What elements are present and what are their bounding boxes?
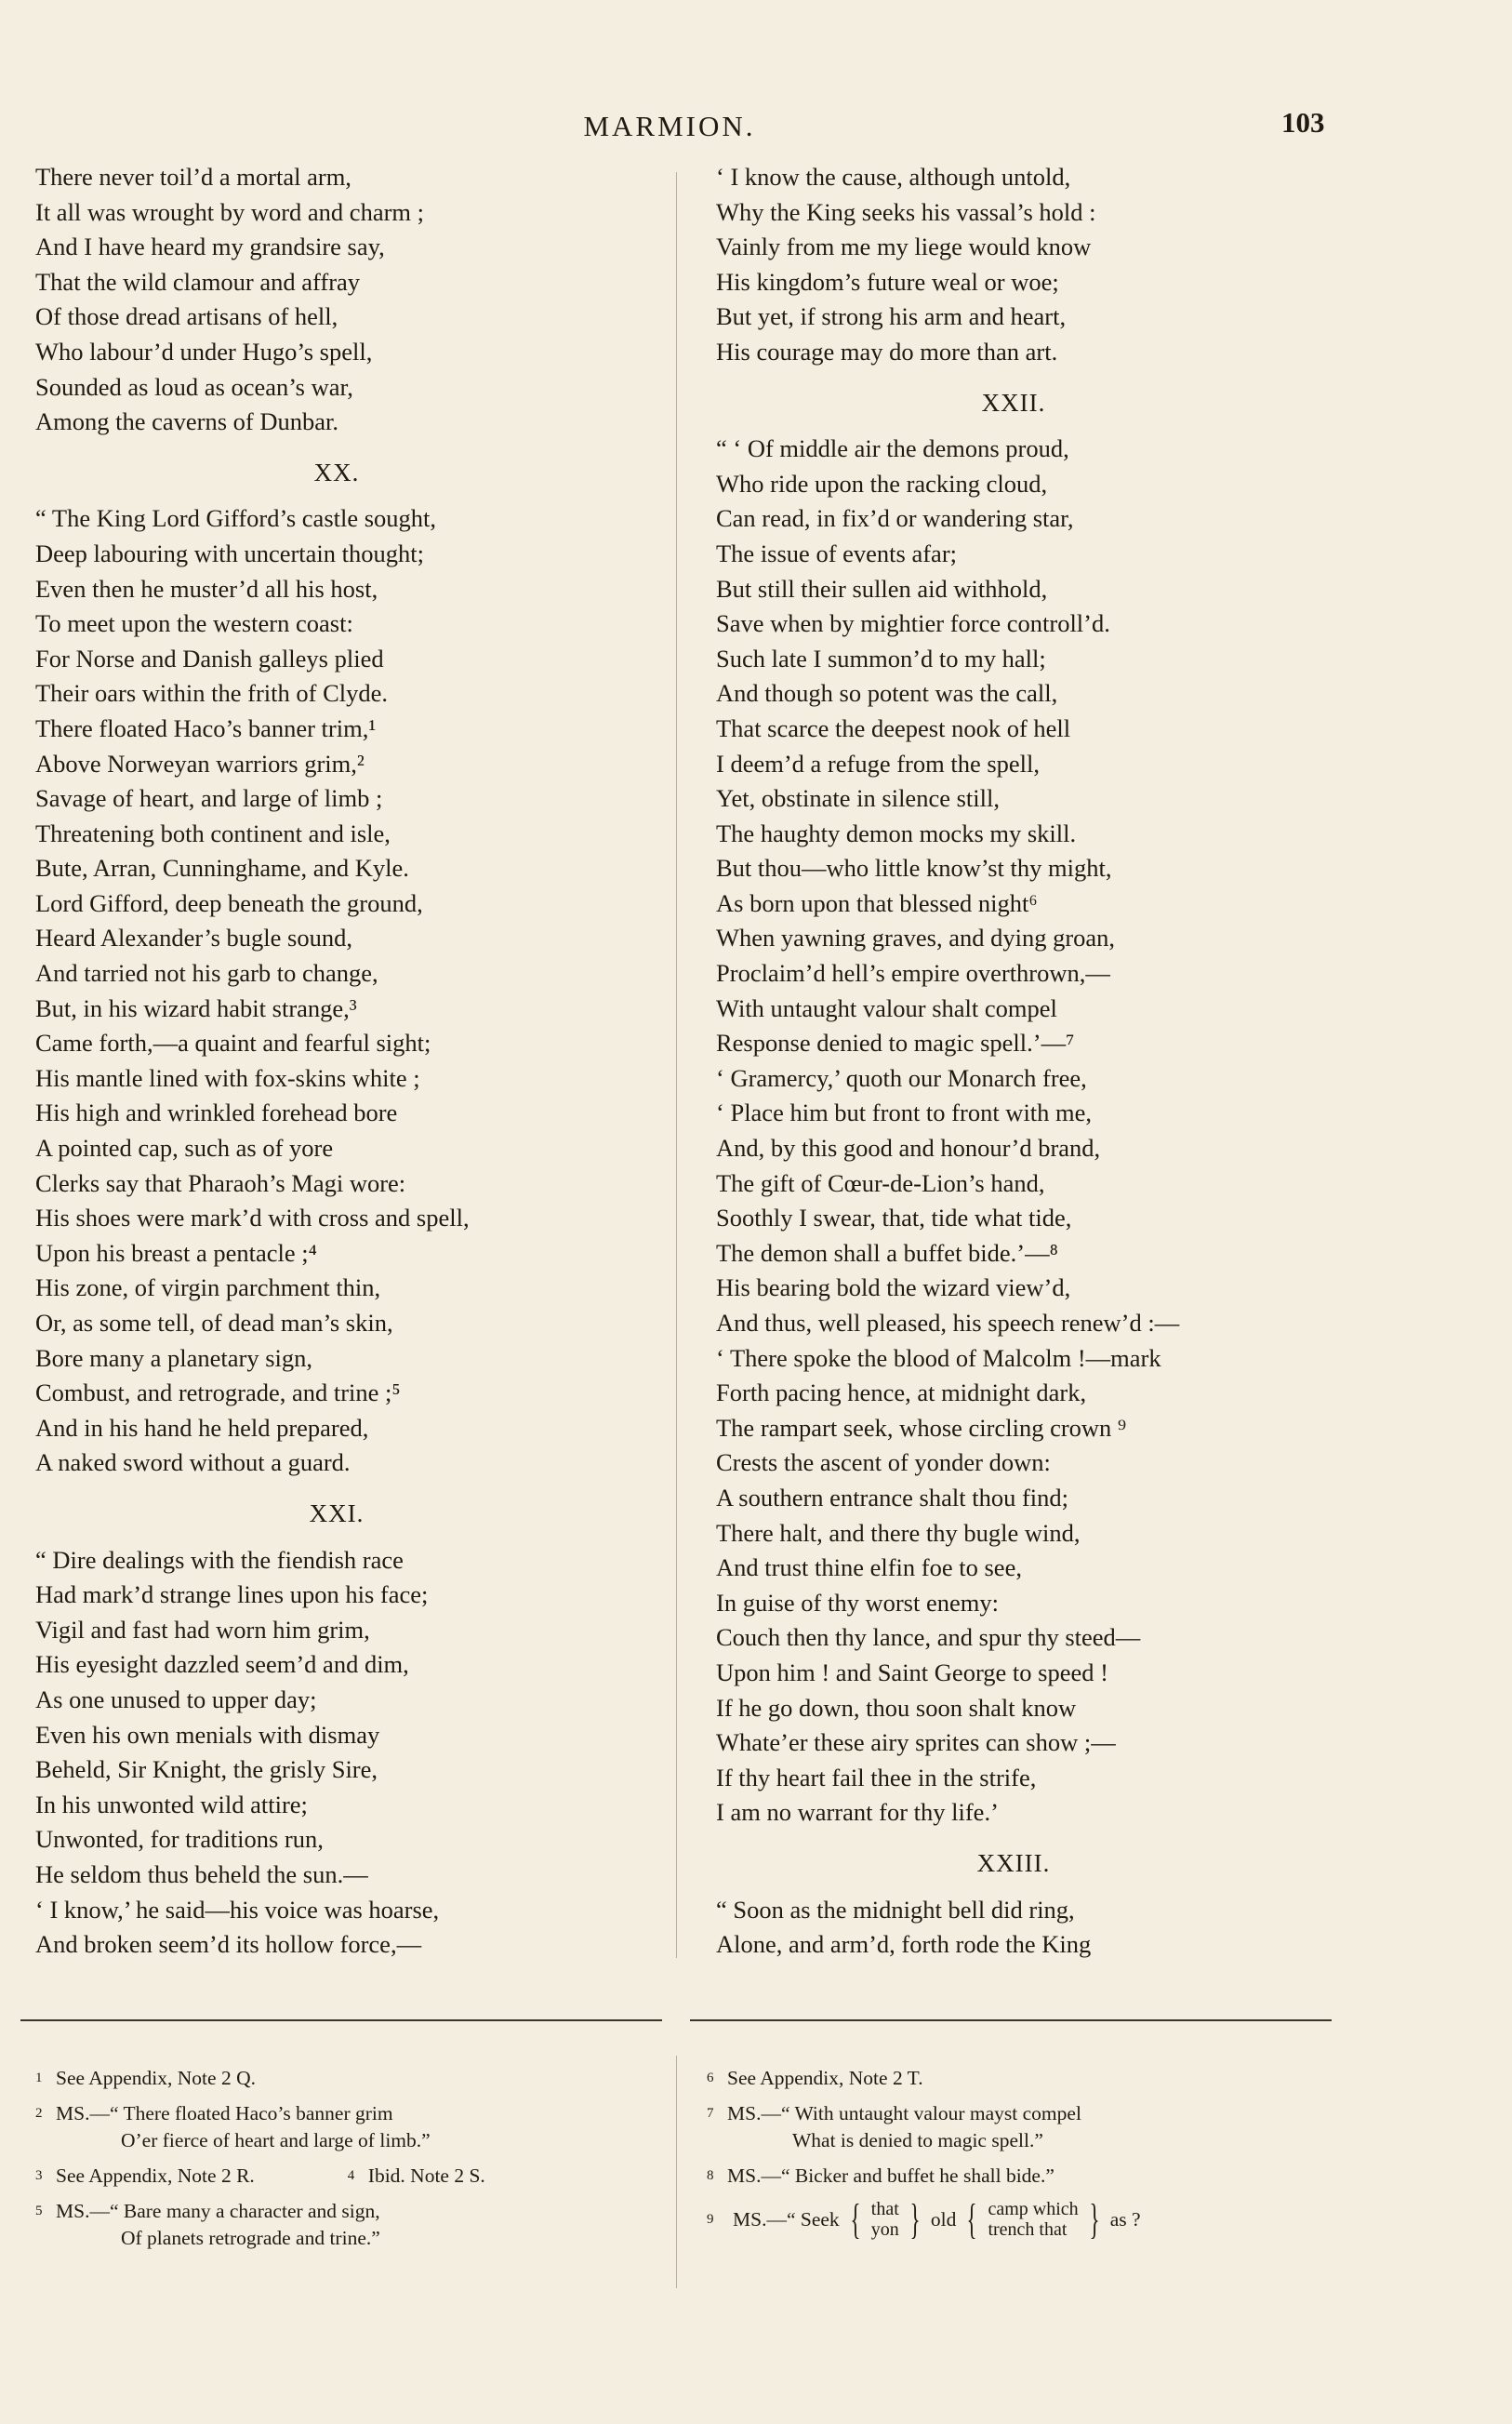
poem-line: And in his hand he held prepared, — [35, 1413, 369, 1442]
footnote-text: Of planets retrograde and trine.” — [121, 2227, 380, 2249]
poem-line: Response denied to magic spell.’—⁷ — [716, 1029, 1075, 1058]
poem-line: Their oars within the frith of Clyde. — [35, 679, 389, 708]
poem-line: There never toil’d a mortal arm, — [35, 163, 351, 191]
poem-line: His eyesight dazzled seem’d and dim, — [35, 1650, 409, 1679]
footnote-marker: 6 — [707, 2071, 714, 2085]
poem-line: But, in his wizard habit strange,³ — [35, 993, 357, 1022]
footnote-text: MS.—“ With untaught valour mayst compel — [727, 2102, 1081, 2124]
left-intro-block — [35, 160, 668, 440]
variant-text: camp which — [988, 2199, 1079, 2219]
stanza-heading-xxii: XXII. — [981, 388, 1046, 417]
poem-line: I deem’d a refuge from the spell, — [716, 749, 1041, 778]
footnote-rule-left — [20, 2019, 662, 2021]
stanza-heading-xxiii: XXIII. — [976, 1848, 1051, 1877]
poem-line: “ ‘ Of middle air the demons proud, — [716, 434, 1069, 463]
poem-line: He seldom thus beheld the sun.— — [35, 1859, 368, 1888]
poem-line: It all was wrought by word and charm ; — [35, 197, 425, 226]
poem-line: And, by this good and honour’d brand, — [716, 1134, 1101, 1163]
poem-line: Vigil and fast had worn him grim, — [35, 1615, 370, 1644]
footnote-marker: 1 — [35, 2071, 43, 2085]
footnote-6 — [707, 2065, 1348, 2092]
poem-line: As born upon that blessed night⁶ — [716, 888, 1038, 917]
poem-line: If he go down, thou soon shalt know — [716, 1693, 1077, 1722]
footnote-text: MS.—“ Bare many a character and sign, — [56, 2200, 380, 2222]
poem-line: His zone, of virgin parchment thin, — [35, 1273, 381, 1302]
footnote-marker: 2 — [35, 2106, 43, 2121]
poem-line: Who labour’d under Hugo’s spell, — [35, 337, 373, 366]
right-intro-block — [716, 160, 1367, 370]
stanza-heading-xxi: XXI. — [309, 1498, 365, 1527]
footnote-3-4 — [35, 2163, 649, 2190]
page-number: 103 — [1281, 106, 1325, 139]
poem-line: Soothly I swear, that, tide what tide, — [716, 1204, 1072, 1232]
poem-line: Bute, Arran, Cunninghame, and Kyle. — [35, 854, 409, 883]
poem-line: Combust, and retrograde, and trine ;⁵ — [35, 1378, 401, 1407]
stanza-xxi — [35, 1543, 668, 1963]
poem-line: ‘ I know the cause, although untold, — [716, 163, 1071, 191]
poem-line: And broken seem’d its hollow force,— — [35, 1930, 422, 1959]
poem-line: ‘ There spoke the blood of Malcolm !—mark — [716, 1343, 1161, 1372]
poem-line: Why the King seeks his vassal’s hold : — [716, 197, 1096, 226]
footnotes-left — [35, 2065, 649, 2260]
poem-line: Came forth,—a quaint and fearful sight; — [35, 1029, 431, 1058]
poem-line: Crests the ascent of yonder down: — [716, 1448, 1051, 1477]
poem-line: Savage of heart, and large of limb ; — [35, 784, 383, 813]
footnote-rule-right — [690, 2019, 1332, 2021]
footnotes-right — [707, 2065, 1348, 2249]
poem-line: But yet, if strong his arm and heart, — [716, 302, 1067, 331]
poem-line: With untaught valour shalt compel — [716, 993, 1057, 1022]
poem-line: Threatening both continent and isle, — [35, 819, 391, 847]
poem-line: ‘ Gramercy,’ quoth our Monarch free, — [716, 1063, 1087, 1092]
poem-line: Unwonted, for traditions run, — [35, 1825, 324, 1854]
variant-text: trench that — [988, 2219, 1068, 2240]
poem-line: Proclaim’d hell’s empire overthrown,— — [716, 959, 1110, 988]
poem-line: Vainly from me my liege would know — [716, 233, 1092, 261]
poem-line: The rampart seek, whose circling crown ⁹ — [716, 1413, 1127, 1442]
poem-line: Yet, obstinate in silence still, — [716, 784, 1000, 813]
variant-stack — [988, 2199, 1078, 2240]
poem-line: There halt, and there thy bugle wind, — [716, 1518, 1081, 1547]
poem-line: The haughty demon mocks my skill. — [716, 819, 1077, 847]
poem-line: Heard Alexander’s bugle sound, — [35, 924, 352, 952]
poem-line: That scarce the deepest nook of hell — [716, 713, 1071, 742]
poem-line: Sounded as loud as ocean’s war, — [35, 372, 353, 401]
poem-line: As one unused to upper day; — [35, 1685, 317, 1713]
poem-line: But thou—who little know’st thy might, — [716, 854, 1112, 883]
footnote-text: See Appendix, Note 2 R. — [56, 2164, 255, 2187]
column-divider — [676, 172, 677, 1958]
poem-line: Alone, and arm’d, forth rode the King — [716, 1930, 1092, 1959]
poem-line: In his unwonted wild attire; — [35, 1790, 308, 1818]
footnote-text: See Appendix, Note 2 Q. — [56, 2067, 256, 2089]
poem-line: In guise of thy worst enemy: — [716, 1588, 999, 1617]
poem-line: Deep labouring with uncertain thought; — [35, 539, 425, 567]
footnote-marker: 9 — [707, 2211, 714, 2227]
poem-line: If thy heart fail thee in the strife, — [716, 1763, 1037, 1791]
poem-line: Can read, in fix’d or wandering star, — [716, 504, 1074, 533]
poem-line: “ Dire dealings with the fiendish race — [35, 1545, 404, 1574]
poem-line: ‘ I know,’ he said—his voice was hoarse, — [35, 1895, 440, 1924]
poem-line: Save when by mightier force controll’d. — [716, 609, 1110, 638]
poem-line: “ The King Lord Gifford’s castle sought, — [35, 504, 437, 533]
poem-line: His mantle lined with fox-skins white ; — [35, 1063, 420, 1092]
left-column — [35, 160, 668, 1963]
footnote-marker: 8 — [707, 2168, 714, 2183]
variant-text: that — [870, 2199, 899, 2219]
footnote-text: Ibid. Note 2 S. — [367, 2164, 485, 2187]
stanza-xxiii — [716, 1893, 1367, 1963]
footnote-marker: 5 — [35, 2204, 43, 2218]
poem-line: There floated Haco’s banner trim,¹ — [35, 713, 377, 742]
footnote-marker: 3 — [35, 2168, 43, 2183]
poem-line: And though so potent was the call, — [716, 679, 1058, 708]
poem-line: A southern entrance shalt thou find; — [716, 1483, 1069, 1512]
stanza-heading-xx: XX. — [313, 458, 360, 486]
stanza-xx — [35, 501, 668, 1481]
poem-line: But still their sullen aid withhold, — [716, 574, 1048, 603]
right-brace-icon: } — [909, 2195, 921, 2243]
poem-line: “ Soon as the midnight bell did ring, — [716, 1895, 1075, 1924]
poem-line: His courage may do more than art. — [716, 337, 1058, 366]
poem-line: Had mark’d strange lines upon his face; — [35, 1580, 429, 1609]
footnote-text: as ? — [1109, 2207, 1141, 2231]
poem-line: Beheld, Sir Knight, the grisly Sire, — [35, 1755, 378, 1784]
poem-line: I am no warrant for thy life.’ — [716, 1798, 999, 1827]
poem-line: And thus, well pleased, his speech renew’d :— — [716, 1309, 1180, 1337]
footnote-marker: 4 — [347, 2168, 355, 2183]
footnote-text: O’er fierce of heart and large of limb.” — [121, 2129, 431, 2151]
poem-line: Whate’er these airy sprites can show ;— — [716, 1728, 1116, 1757]
poem-line: The gift of Cœur-de-Lion’s hand, — [716, 1168, 1045, 1197]
right-brace-icon: } — [1089, 2195, 1100, 2243]
poem-line: Even his own menials with dismay — [35, 1720, 380, 1749]
footnote-marker: 7 — [707, 2106, 714, 2121]
poem-line: The issue of events afar; — [716, 539, 958, 567]
footnote-text: MS.—“ There floated Haco’s banner grim — [56, 2102, 393, 2124]
poem-line: Forth pacing hence, at midnight dark, — [716, 1378, 1087, 1407]
poem-line: Among the caverns of Dunbar. — [35, 407, 339, 436]
poem-line: For Norse and Danish galleys plied — [35, 644, 384, 673]
left-brace-icon: { — [850, 2195, 861, 2243]
right-column — [716, 160, 1367, 1963]
poem-line: Lord Gifford, deep beneath the ground, — [35, 888, 423, 917]
poem-line: Couch then thy lance, and spur thy steed— — [716, 1623, 1141, 1652]
running-head: MARMION. — [583, 110, 756, 142]
poem-line: Of those dread artisans of hell, — [35, 302, 338, 331]
poem-line: And tarried not his garb to change, — [35, 959, 378, 988]
poem-line: A pointed cap, such as of yore — [35, 1134, 334, 1163]
footnote-text: MS.—“ Bicker and buffet he shall bide.” — [727, 2164, 1054, 2187]
poem-line: His shoes were mark’d with cross and spell, — [35, 1204, 470, 1232]
footnote-9 — [707, 2195, 1348, 2243]
footnote-7 — [707, 2100, 1348, 2154]
poem-line: Such late I summon’d to my hall; — [716, 644, 1046, 673]
footnote-1 — [35, 2065, 649, 2092]
footnote-text: See Appendix, Note 2 T. — [727, 2067, 923, 2089]
poem-line: When yawning graves, and dying groan, — [716, 924, 1116, 952]
poem-line: To meet upon the western coast: — [35, 609, 353, 638]
footnote-column-divider — [676, 2056, 677, 2288]
poem-line: Upon his breast a pentacle ;⁴ — [35, 1238, 317, 1267]
poem-line: His bearing bold the wizard view’d, — [716, 1273, 1071, 1302]
left-brace-icon: { — [966, 2195, 977, 2243]
poem-line: His kingdom’s future weal or woe; — [716, 267, 1059, 296]
poem-line: ‘ Place him but front to front with me, — [716, 1099, 1093, 1127]
footnote-text: MS.—“ Seek — [733, 2207, 840, 2231]
variant-stack — [871, 2199, 899, 2240]
footnote-5 — [35, 2198, 649, 2252]
poem-line: And trust thine elfin foe to see, — [716, 1553, 1022, 1582]
poem-line: Even then he muster’d all his host, — [35, 574, 378, 603]
poem-line: Who ride upon the racking cloud, — [716, 469, 1048, 498]
poem-line: Or, as some tell, of dead man’s skin, — [35, 1309, 393, 1337]
poem-line: Upon him ! and Saint George to speed ! — [716, 1658, 1108, 1686]
variant-text: yon — [870, 2219, 899, 2240]
poem-line: That the wild clamour and affray — [35, 267, 361, 296]
poem-line: A naked sword without a guard. — [35, 1448, 351, 1477]
poem-line: Clerks say that Pharaoh’s Magi wore: — [35, 1168, 406, 1197]
footnote-text: old — [930, 2207, 957, 2231]
footnote-8 — [707, 2163, 1348, 2190]
poem-line: Bore many a planetary sign, — [35, 1343, 313, 1372]
footnote-text: What is denied to magic spell.” — [792, 2129, 1043, 2151]
poem-line: His high and wrinkled forehead bore — [35, 1099, 398, 1127]
poem-line: The demon shall a buffet bide.’—⁸ — [716, 1238, 1058, 1267]
footnote-2 — [35, 2100, 649, 2154]
stanza-xxii — [716, 432, 1367, 1831]
poem-line: And I have heard my grandsire say, — [35, 233, 385, 261]
poem-line: Above Norweyan warriors grim,² — [35, 749, 365, 778]
